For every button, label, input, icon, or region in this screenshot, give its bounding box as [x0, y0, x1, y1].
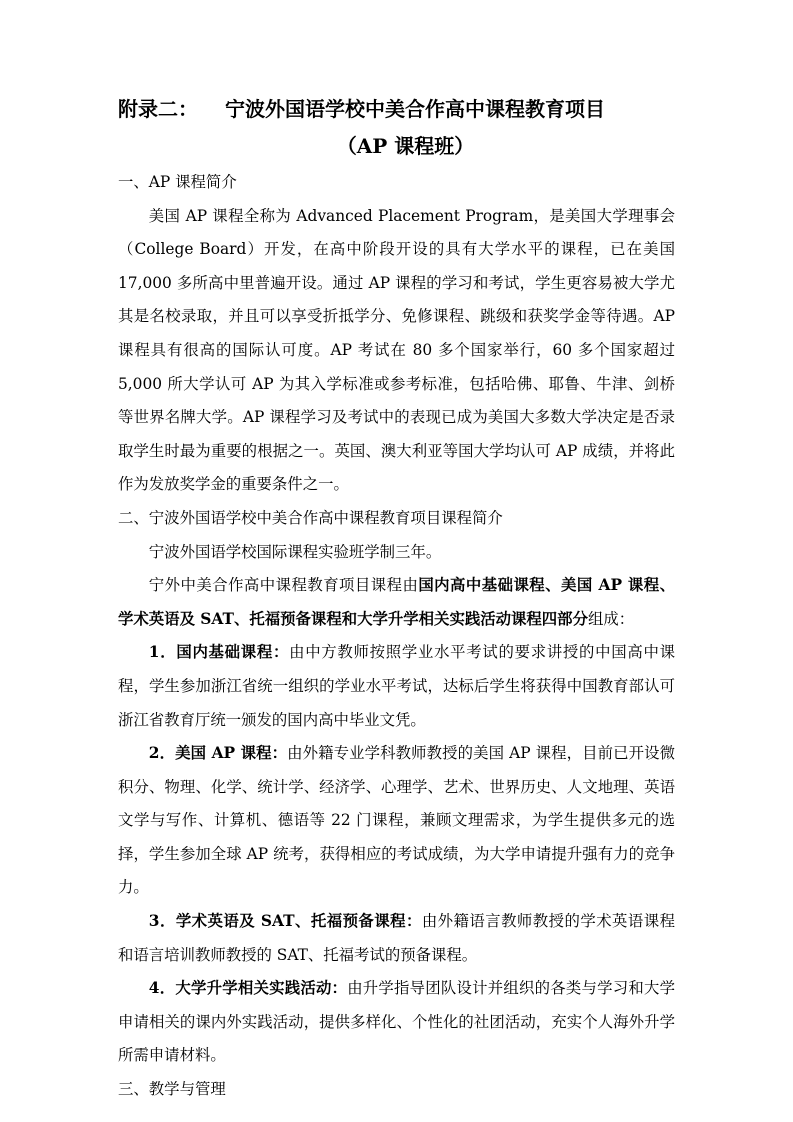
course-item-text: 由外籍专业学科教师教授的美国 AP 课程，目前已开设微积分、物理、化学、统计学、经济学、心理学、艺术、世界历史、人文地理、英语文学与写作、计算机、德语等 22 门课程，兼顾文理需求，为学生提供多元的选择，学生参加全球 AP 统考，获得相应的考试成绩，为大学申请提升强有力的竞争力。 — [118, 744, 675, 897]
document-body — [118, 166, 675, 1107]
section2-intro2-post: 组成： — [587, 609, 635, 628]
section2-intro1: 宁波外国语学校国际课程实验班学制三年。 — [148, 542, 442, 561]
section1-paragraph: 美国 AP 课程全称为 Advanced Placement Program，是美国大学理事会（College Board）开发，在高中阶段开设的具有大学水平的课程，已在美国 17,000 多所高中里普遍开设。通过 AP 课程的学习和考试，学生更容易被大学尤其是名校录取，并且可以享受折抵学分、免修课程、跳级和获奖学金等待遇。AP 课程具有很高的国际认可度。AP 考试在 80 多个国家举行，60 多个国家超过 5,000 所大学认可 AP 为其入学标准或参考标准，包括哈佛、耶鲁、牛津、剑桥等世界名牌大学。AP 课程学习及考试中的表现已成为美国大多数大学决定是否录取学生时最为重要的根据之一。英国、澳大利亚等国大学均认可 AP 成绩，并将此作为发放奖学金的重要条件之一。 — [118, 206, 675, 494]
title-prefix: 附录二： — [118, 97, 198, 121]
section1-heading: 一、AP 课程简介 — [118, 173, 237, 191]
course-item — [118, 905, 675, 972]
course-item-label: 3．学术英语及 SAT、托福预备课程： — [148, 912, 422, 931]
section2-heading: 二、宁波外国语学校中美合作高中课程教育项目课程简介 — [118, 508, 503, 527]
title-main: 宁波外国语学校中美合作高中课程教育项目 — [225, 97, 605, 121]
document-title — [118, 93, 605, 122]
course-item — [118, 636, 675, 737]
course-item-text: 由外籍语言教师教授的学术英语课程和语言培训教师教授的 SAT、托福考试的预备课程。 — [118, 912, 675, 964]
course-item-label: 1．国内基础课程： — [148, 643, 290, 662]
course-item-text: 由中方教师按照学业水平考试的要求讲授的中国高中课程，学生参加浙江省统一组织的学业水平考试，达标后学生将获得中国教育部认可浙江省教育厅统一颁发的国内高中毕业文凭。 — [118, 643, 675, 729]
section2-intro2-pre: 宁外中美合作高中课程教育项目课程由 — [148, 576, 419, 595]
section3-heading: 三、教学与管理 — [118, 1080, 226, 1099]
course-item-label: 2．美国 AP 课程： — [148, 744, 288, 763]
course-item — [118, 737, 675, 905]
course-item — [118, 972, 675, 1073]
document-subtitle: （AP 课程班） — [336, 134, 475, 158]
section2-intro2-bold: 国内高中基础课程、美国 AP 课程、学术英语及 SAT、托福预备课程和大学升学相关实践活动课程四部分 — [118, 576, 675, 628]
course-item-label: 4．大学升学相关实践活动： — [148, 979, 348, 998]
section2-intro2 — [118, 569, 675, 636]
course-item-text: 由升学指导团队设计并组织的各类与学习和大学申请相关的课内外实践活动，提供多样化、个性化的社团活动，充实个人海外升学所需申请材料。 — [118, 979, 675, 1065]
